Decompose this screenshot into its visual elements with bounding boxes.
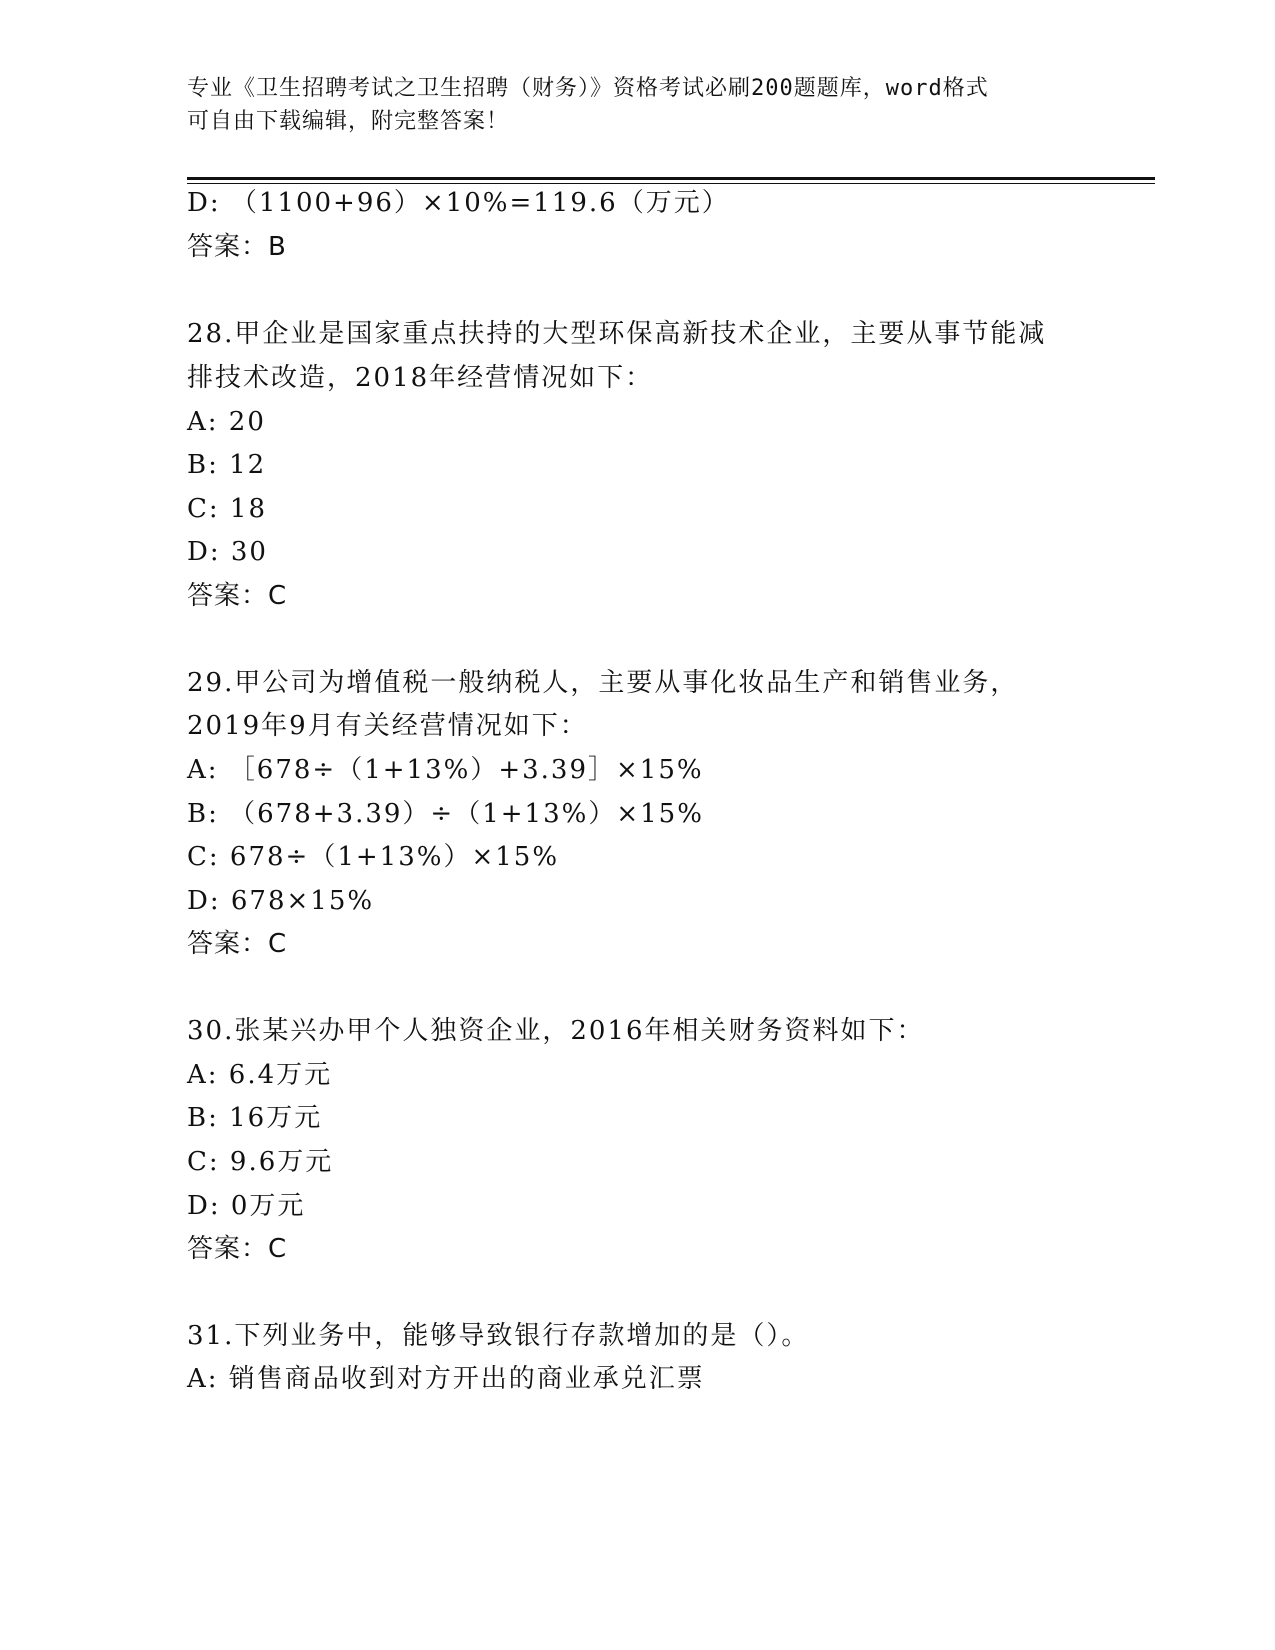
q30-stem-line-1: 30.张某兴办甲个人独资企业，2016年相关财务资料如下： bbox=[187, 1016, 925, 1046]
header-line-2: 可自由下载编辑，附完整答案！ bbox=[187, 109, 510, 134]
q28-option-c: C: 18 bbox=[187, 494, 268, 524]
q28-option-b: B: 12 bbox=[187, 450, 267, 480]
q29-option-b: B: （678+3.39）÷（1+13%）×15% bbox=[187, 799, 704, 829]
header-line-1: 专业《卫生招聘考试之卫生招聘（财务）》资格考试必刷200题题库，word格式 bbox=[187, 76, 989, 101]
q30-option-c: C: 9.6万元 bbox=[187, 1147, 334, 1177]
q30-option-a: A: 6.4万元 bbox=[187, 1060, 333, 1090]
q31-stem-line-1: 31.下列业务中，能够导致银行存款增加的是（）。 bbox=[187, 1321, 810, 1351]
q28-stem-line-2: 排技术改造，2018年经营情况如下： bbox=[187, 363, 654, 393]
q30-answer: 答案：C bbox=[187, 1234, 288, 1264]
document-header bbox=[187, 72, 1087, 138]
q29-option-d: D: 678×15% bbox=[187, 886, 375, 916]
q29-option-c: C: 678÷（1+13%）×15% bbox=[187, 842, 560, 872]
q28-option-d: D: 30 bbox=[187, 537, 268, 567]
q28-option-a: A: 20 bbox=[187, 407, 266, 437]
q29-option-a: A: ［678÷（1+13%）+3.39］×15% bbox=[187, 755, 704, 785]
q29-answer: 答案：C bbox=[187, 929, 288, 959]
prev-option-d: D: （1100+96）×10%=119.6（万元） bbox=[187, 188, 730, 218]
q29-stem-line-1: 29.甲公司为增值税一般纳税人，主要从事化妆品生产和销售业务， bbox=[187, 668, 1019, 698]
q31-option-a: A: 销售商品收到对方开出的商业承兑汇票 bbox=[187, 1364, 705, 1394]
prev-answer: 答案：B bbox=[187, 232, 287, 262]
header-rule-thick bbox=[187, 177, 1155, 180]
q29-stem-line-2: 2019年9月有关经营情况如下： bbox=[187, 711, 588, 741]
q30-option-d: D: 0万元 bbox=[187, 1191, 306, 1221]
q28-stem-line-1: 28.甲企业是国家重点扶持的大型环保高新技术企业，主要从事节能减 bbox=[187, 319, 1047, 349]
q28-answer: 答案：C bbox=[187, 581, 288, 611]
header-rule-thin bbox=[187, 183, 1155, 184]
q30-option-b: B: 16万元 bbox=[187, 1103, 323, 1133]
